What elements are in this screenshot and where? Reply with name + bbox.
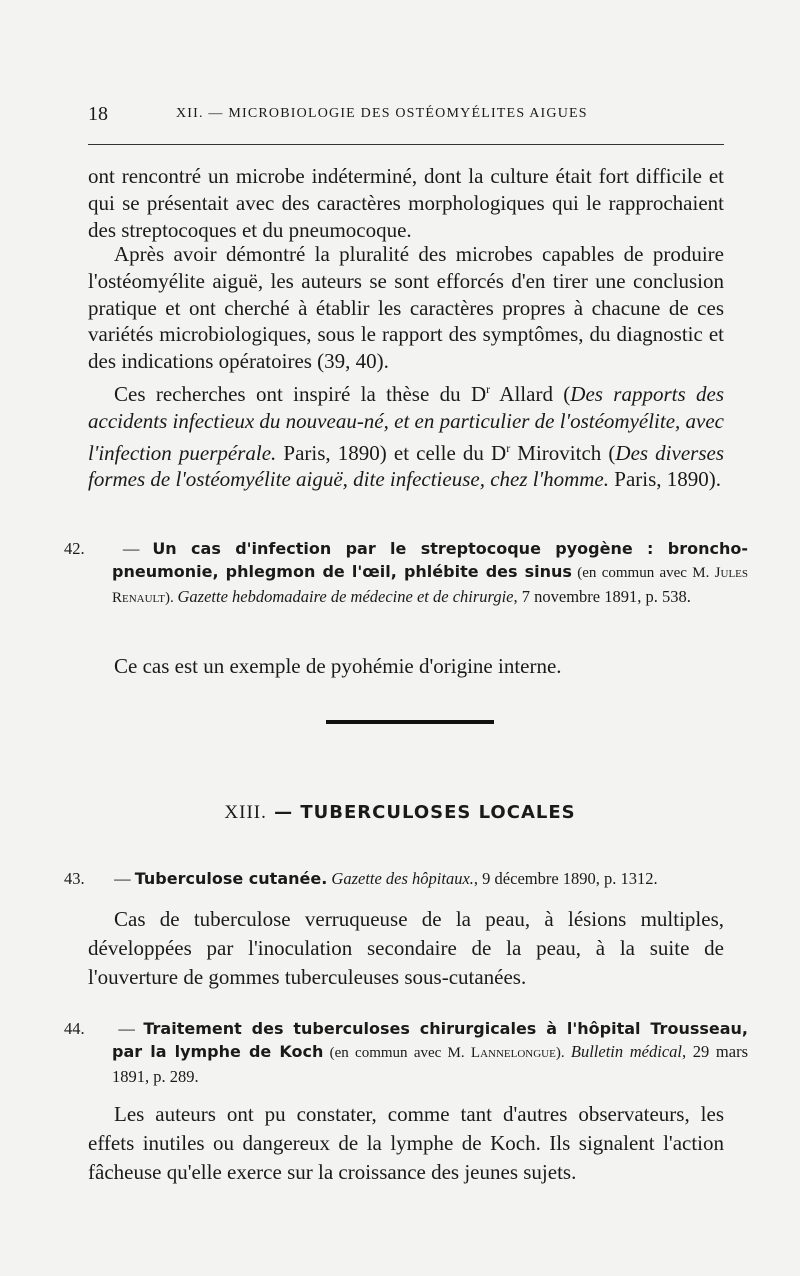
p3-sup-2: r	[506, 440, 511, 455]
thesis-title-mirovitch: Des diverses formes de l'ostéomyélite aiguë, dite infectieuse, chez l'homme.	[88, 440, 724, 492]
intro-paragraph-3	[88, 376, 724, 493]
entry-dash: —	[110, 539, 153, 558]
intro-paragraph-1: ont rencontré un microbe indéterminé, dont la culture était fort difficile et qui se présentait avec des caractères morphologiques qui le rapprochaient des streptocoques et du pneumocoque.	[88, 164, 724, 242]
bibliography-entry-42	[64, 537, 749, 610]
entry-coauthor-suffix: ).	[555, 1045, 571, 1061]
entry-number: 43.	[64, 869, 85, 888]
entry-42-abstract: Ce cas est un exemple de pyohémie d'origine interne.	[114, 654, 562, 678]
entry-number: 44.	[64, 1019, 85, 1038]
entry-reference: , 9 décembre 1890, p. 1312.	[473, 869, 658, 888]
entry-coauthor-name: Jules Renault	[112, 565, 748, 606]
entry-journal: Gazette hebdomadaire de médecine et de chirurgie	[177, 587, 514, 606]
p3-text-d: Mirovitch (	[510, 440, 616, 465]
entry-journal: Gazette des hôpitaux.	[331, 869, 474, 888]
intro-paragraph-2: Après avoir démontré la pluralité des microbes capables de produire l'ostéomyélite aiguë, les auteurs se sont efforcés d'en tirer une conclusion pratique et ont cherché à établir les caractères propres à chacune de ces variétés microbiologiques, sous le rapport des symptômes, du diagnostic et des indications opératoires (39, 40).	[88, 242, 724, 374]
entry-coauthor-prefix: (en commun avec M.	[323, 1045, 471, 1061]
entry-title: Un cas d'infection par le streptocoque pyogène : broncho-pneumonie, phlegmon de l'œil, phlébite des sinus	[112, 539, 749, 581]
entry-reference: , 7 novembre 1891, p. 538.	[513, 587, 691, 606]
bibliography-entry-43	[64, 867, 748, 890]
thesis-title-allard: Des rapports des accidents infectieux du nouveau-né, et en particulier de l'ostéomyélite, avec l'infection puerpérale.	[88, 382, 724, 465]
section-dash: —	[266, 802, 301, 823]
p3-text-c: Paris, 1890) et celle du D	[276, 440, 507, 465]
entry-journal: Bulletin médical	[570, 1042, 682, 1061]
page-number: 18	[88, 103, 108, 125]
p3-text-a: Ces recherches ont inspiré la thèse du D	[114, 382, 487, 406]
entry-number: 42.	[64, 539, 85, 558]
p3-sup-1: r	[486, 382, 491, 396]
entry-coauthor-prefix: (en commun avec M.	[571, 565, 715, 581]
entry-dash: —	[110, 869, 135, 888]
section-heading	[0, 802, 800, 824]
section-divider	[326, 720, 494, 724]
entry-title: Traitement des tuberculoses chirurgicales à l'hôpital Trousseau, par la lymphe de Koch	[112, 1019, 748, 1061]
entry-44-abstract: Les auteurs ont pu constater, comme tant d'autres observateurs, les effets inutiles ou dangereux de la lymphe de Koch. Ils signalent l'action fâcheuse qu'elle exerce sur la croissance des jeunes sujets.	[88, 1102, 724, 1184]
header-rule	[88, 144, 724, 145]
entry-reference: , 29 mars 1891, p. 289.	[112, 1042, 748, 1086]
running-title: XII. — MICROBIOLOGIE DES OSTÉOMYÉLITES AIGUES	[176, 106, 588, 121]
section-title: TUBERCULOSES LOCALES	[300, 802, 576, 823]
entry-title: Tuberculose cutanée.	[134, 869, 328, 888]
p3-text-e: Paris, 1890).	[609, 467, 722, 492]
entry-coauthor-suffix: ).	[164, 590, 178, 606]
p3-text-b: Allard (	[490, 382, 571, 406]
section-number: XIII.	[224, 802, 267, 823]
entry-dash: —	[110, 1019, 144, 1038]
entry-43-abstract: Cas de tuberculose verruqueuse de la peau, à lésions multiples, développées par l'inoculation secondaire de la peau, à la suite de l'ouverture de gommes tuberculeuses sous-cutanées.	[88, 907, 724, 989]
entry-coauthor-name: Lannelongue	[470, 1045, 556, 1061]
bibliography-entry-44	[64, 1017, 748, 1088]
